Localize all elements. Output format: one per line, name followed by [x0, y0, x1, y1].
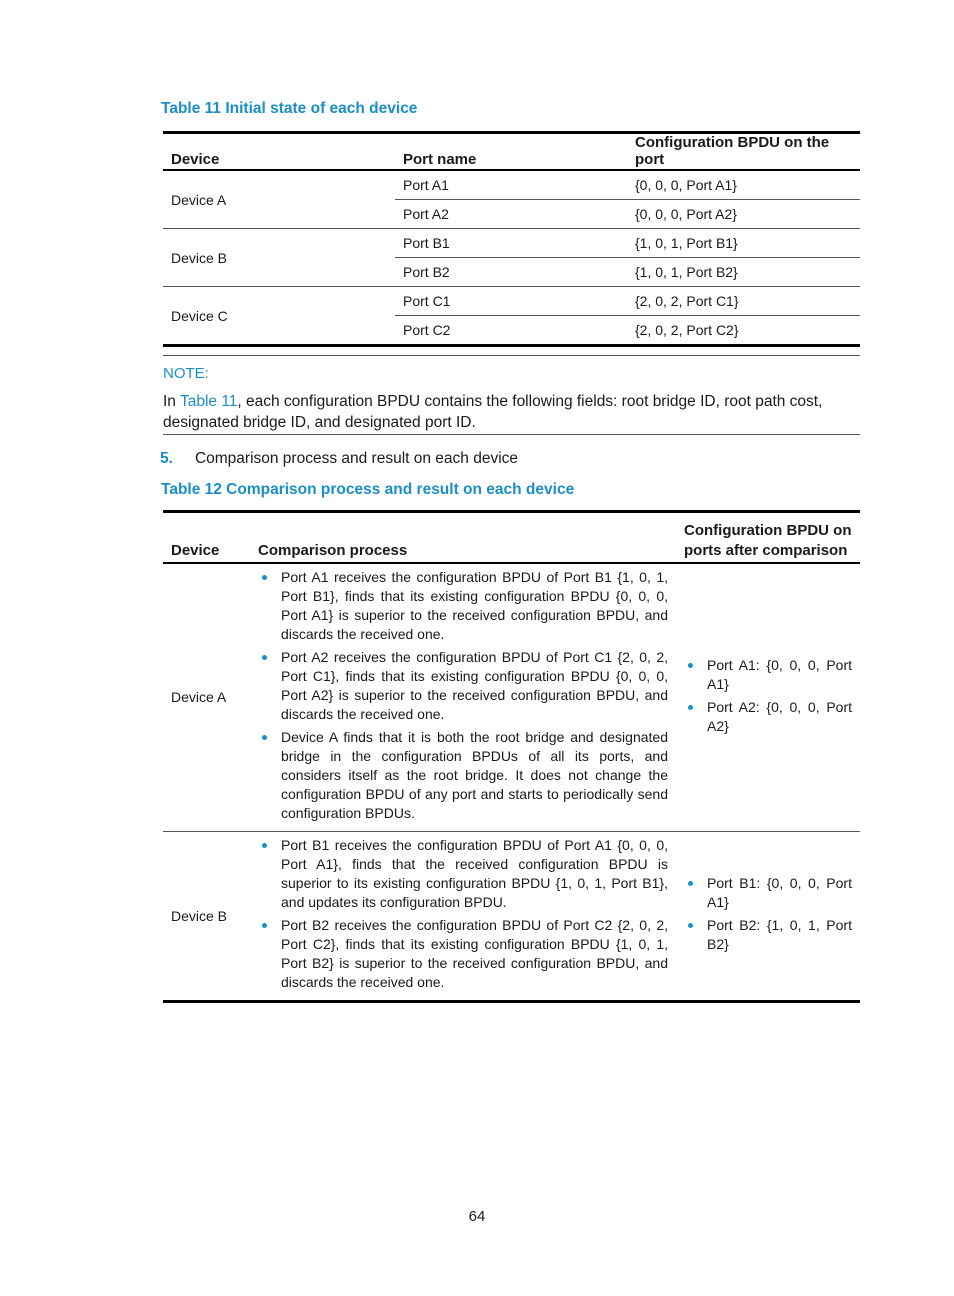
note-text: [163, 391, 860, 433]
list-item: Port A1: {0, 0, 0, Port A1}: [684, 656, 852, 694]
list-item: Port B1: {0, 0, 0, Port A1}: [684, 874, 852, 912]
table-row: [163, 229, 860, 258]
device-cell: Device A: [163, 563, 250, 832]
list-item: Port A2 receives the configuration BPDU of Port C1 {2, 0, 2, Port C1}, finds that its existing configuration BPDU {0, 0, 0, Port A2} is superior to the received configuration BPDU, and discards the received one.: [258, 648, 668, 724]
device-cell: Device A: [163, 170, 395, 229]
device-cell: Device B: [163, 229, 395, 287]
step-text: Comparison process and result on each device: [194, 450, 519, 467]
table-row: [163, 563, 860, 832]
bpdu-cell: {2, 0, 2, Port C2}: [627, 316, 860, 346]
table-12: [163, 510, 860, 1003]
table-row: [163, 287, 860, 316]
device-cell: Device C: [163, 287, 395, 346]
port-cell: Port B2: [395, 258, 627, 287]
process-cell: [250, 832, 676, 1002]
process-cell: [250, 563, 676, 832]
bpdu-cell: {1, 0, 1, Port B2}: [627, 258, 860, 287]
page-number: 64: [468, 1208, 486, 1225]
result-cell: [676, 832, 860, 1002]
table-11-link[interactable]: Table 11: [179, 393, 238, 410]
list-item: Port B2: {1, 0, 1, Port B2}: [684, 916, 852, 954]
table-11-header-bpdu: Configuration BPDU on the port: [627, 133, 860, 171]
table-row: [163, 170, 860, 200]
table-11-header-device: Device: [163, 133, 395, 171]
table-12-header-process: Comparison process: [250, 512, 676, 564]
result-cell: [676, 563, 860, 832]
note-box: [163, 355, 860, 435]
table-11: [163, 131, 860, 347]
port-cell: Port C1: [395, 287, 627, 316]
bpdu-cell: {0, 0, 0, Port A1}: [627, 170, 860, 200]
note-label: NOTE:: [163, 365, 209, 382]
list-item: Port B1 receives the configuration BPDU of Port A1 {0, 0, 0, Port A1}, finds that the received configuration BPDU is superior to its existing configuration BPDU {1, 0, 1, Port B1}, and updates its configuration BPDU.: [258, 836, 668, 912]
bpdu-cell: {1, 0, 1, Port B1}: [627, 229, 860, 258]
bpdu-cell: {2, 0, 2, Port C1}: [627, 287, 860, 316]
list-item: Port A2: {0, 0, 0, Port A2}: [684, 698, 852, 736]
table-12-header-result: Configuration BPDU on ports after comparison: [676, 512, 860, 564]
list-item: Device A finds that it is both the root bridge and designated bridge in the configuration BPDUs of all its ports, and considers itself as the root bridge. It does not change the configuration BPDU of any port and starts to periodically send configuration BPDUs.: [258, 728, 668, 823]
list-item: Port A1 receives the configuration BPDU of Port B1 {1, 0, 1, Port B1}, finds that its existing configuration BPDU {0, 0, 0, Port A1} is superior to the received configuration BPDU, and discards the received one.: [258, 568, 668, 644]
port-cell: Port A1: [395, 170, 627, 200]
table-11-caption: Table 11 Initial state of each device: [161, 100, 418, 117]
note-body: , each configuration BPDU contains the following fields: root bridge ID, root path cost, designated bridge ID, and designated port ID.: [163, 393, 823, 431]
table-12-caption: Table 12 Comparison process and result on each device: [161, 481, 575, 498]
list-item: Port B2 receives the configuration BPDU of Port C2 {2, 0, 2, Port C2}, finds that its existing configuration BPDU {1, 0, 1, Port B2} is superior to the received configuration BPDU, and discards the received one.: [258, 916, 668, 992]
step-number: 5.: [160, 450, 173, 467]
port-cell: Port B1: [395, 229, 627, 258]
table-row: [163, 832, 860, 1002]
device-cell: Device B: [163, 832, 250, 1002]
table-12-header-device: Device: [163, 512, 250, 564]
port-cell: Port A2: [395, 200, 627, 229]
step-heading: [160, 450, 518, 468]
table-11-header-port: Port name: [395, 133, 627, 171]
port-cell: Port C2: [395, 316, 627, 346]
bpdu-cell: {0, 0, 0, Port A2}: [627, 200, 860, 229]
note-prefix: In: [163, 393, 180, 410]
